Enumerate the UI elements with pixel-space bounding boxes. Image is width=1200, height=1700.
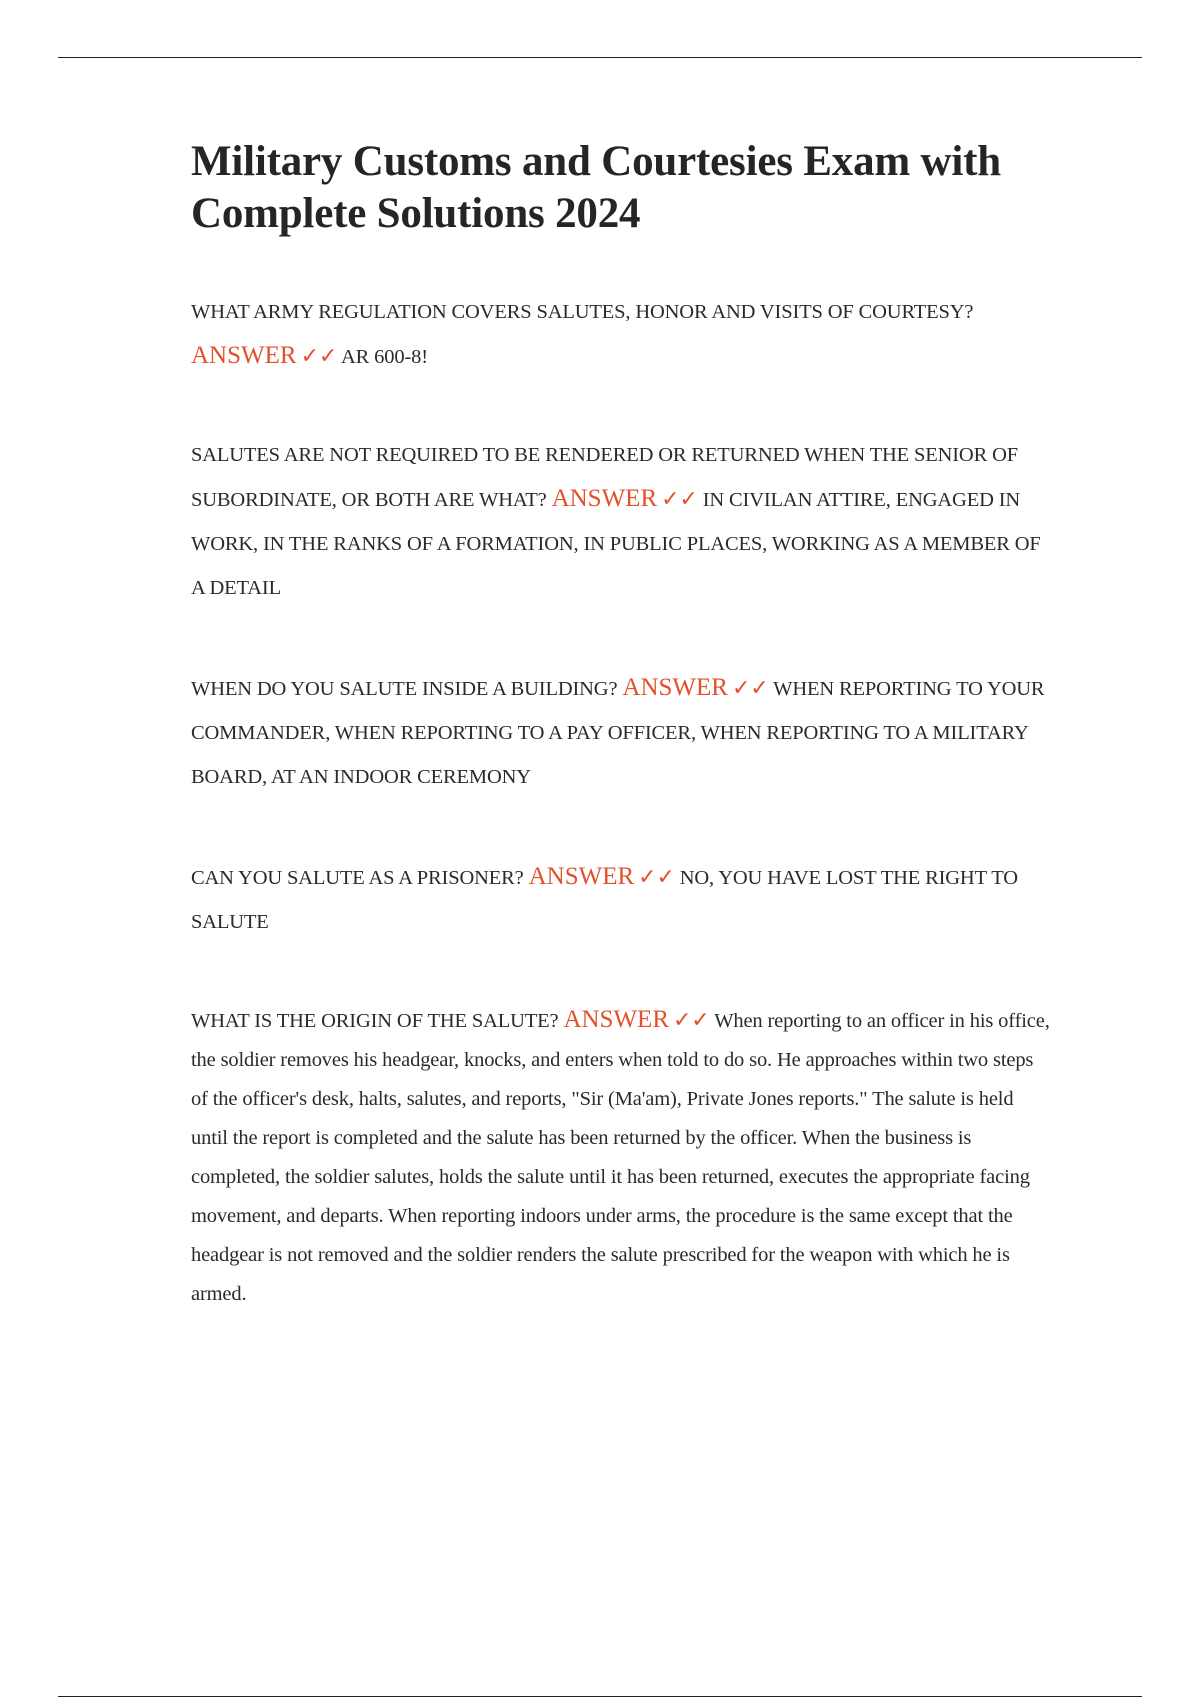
top-divider <box>58 57 1142 58</box>
question-text: WHEN DO YOU SALUTE INSIDE A BUILDING? <box>191 678 618 700</box>
bottom-divider <box>58 1696 1142 1697</box>
answer-label: ANSWER <box>622 674 728 701</box>
answer-text: When reporting to an officer in his office, the soldier removes his headgear, knocks, and enters when told to do so. He approaches within two steps of the officer's desk, halts, salutes, and reports, "Sir (Ma'am), Private Jones reports." The salute is held until the report is completed and the salute has been returned by the officer. When the business is completed, the soldier salutes, holds the salute until it has been returned, executes the appropriate facing movement, and departs. When reporting indoors under arms, the procedure is the same except that the headgear is not removed and the soldier renders the salute prescribed for the weapon with which he is armed. <box>191 1010 1050 1305</box>
qa-item <box>191 855 1051 944</box>
double-check-icon: ✓✓ <box>673 1007 710 1032</box>
qa-item <box>191 433 1051 610</box>
answer-label: ANSWER <box>528 863 635 890</box>
answer-text: NO, YOU HAVE LOST THE RIGHT TO SALUTE <box>191 867 1018 933</box>
answer-label: ANSWER <box>563 1006 669 1033</box>
double-check-icon: ✓✓ <box>661 486 698 511</box>
qa-list <box>191 290 1051 1314</box>
document-title: Military Customs and Courtesies Exam with Complete Solutions 2024 <box>191 138 1001 237</box>
answer-text: IN CIVILAN ATTIRE, ENGAGED IN WORK, IN THE RANKS OF A FORMATION, IN PUBLIC PLACES, WORKING AS A MEMBER OF A DETAIL <box>191 489 1041 599</box>
double-check-icon: ✓✓ <box>638 864 675 889</box>
double-check-icon: ✓✓ <box>300 343 338 368</box>
double-check-icon: ✓✓ <box>731 675 769 700</box>
answer-text: WHEN REPORTING TO YOUR COMMANDER, WHEN REPORTING TO A PAY OFFICER, WHEN REPORTING TO A MILITARY BOARD, AT AN INDOOR CEREMONY <box>191 678 1045 788</box>
question-text: WHAT IS THE ORIGIN OF THE SALUTE? <box>191 1010 559 1032</box>
qa-item <box>191 1000 1051 1314</box>
answer-label: ANSWER <box>191 342 297 369</box>
qa-item <box>191 666 1051 799</box>
answer-text: AR 600-8! <box>341 346 428 368</box>
document-body <box>191 136 1051 1370</box>
question-text: CAN YOU SALUTE AS A PRISONER? <box>191 867 524 889</box>
answer-label: ANSWER <box>551 485 658 512</box>
question-text: WHAT ARMY REGULATION COVERS SALUTES, HONOR AND VISITS OF COURTESY? <box>191 301 974 323</box>
qa-item <box>191 290 1051 379</box>
question-text: SALUTES ARE NOT REQUIRED TO BE RENDERED OR RETURNED WHEN THE SENIOR OF SUBORDINATE, OR BOTH ARE WHAT? <box>191 444 1018 511</box>
